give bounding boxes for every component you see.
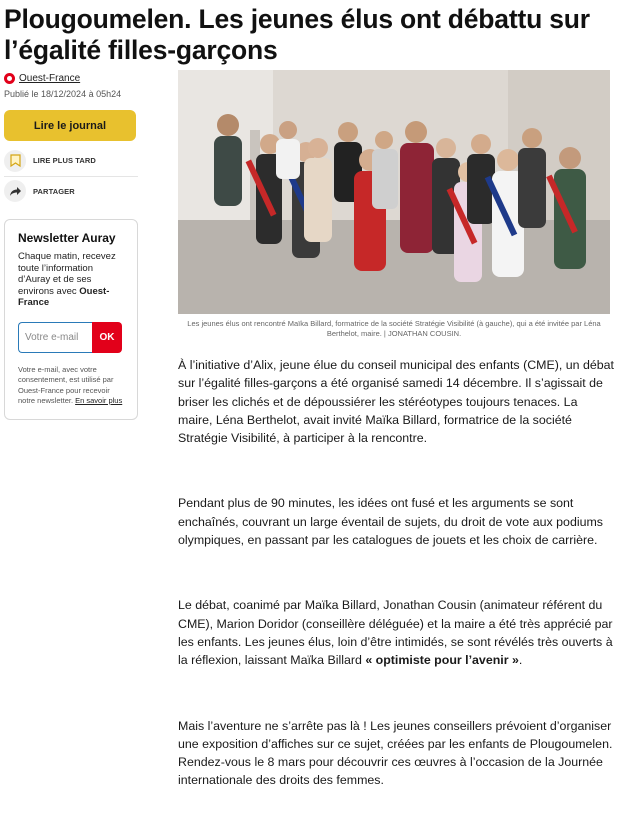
- learn-more-link[interactable]: En savoir plus: [75, 396, 123, 405]
- newsletter-brand: Ouest-France: [18, 285, 110, 308]
- newsletter-submit-button[interactable]: OK: [92, 322, 122, 353]
- read-later-label: LIRE PLUS TARD: [33, 156, 96, 165]
- newsletter-title: Newsletter Auray: [18, 231, 116, 245]
- ouest-france-logo-icon: [4, 73, 15, 84]
- source-link[interactable]: Ouest-France: [19, 72, 81, 84]
- publish-date: Publié le 18/12/2024 à 05h24: [4, 89, 122, 99]
- article-paragraph: [178, 596, 614, 669]
- share-arrow-icon: [4, 180, 26, 202]
- article-sidebar: [4, 70, 138, 420]
- newsletter-email-input[interactable]: [18, 322, 92, 353]
- newsletter-legal-text: Votre e-mail, avec votre consentement, est utilisé par Ouest-France pour recevoir notre newsletter.: [18, 364, 114, 405]
- group-photo-illustration: [178, 70, 610, 314]
- article-paragraph: À l’initiative d’Alix, jeune élue du conseil municipal des enfants (CME), un débat sur l’égalité filles-garçons a été organisé samedi 14 décembre. Il s’agissait de briser les clichés et de dépoussiérer les stéréotypes toujours tenaces. La maire, Léna Berthelot, avait invité Maïka Billard, formatrice de la société Stratégie Visibilité, à participer à la rencontre.: [178, 358, 614, 446]
- newsletter-form: [18, 322, 127, 353]
- read-journal-button[interactable]: Lire le journal: [4, 110, 136, 141]
- paragraph-text: Le débat, coanimé par Maïka Billard, Jonathan Cousin (animateur référent du CME), Marion Doridor (conseillère déléguée) et la maire a été très apprécié par les enfants. Les jeunes élus, loin d’être intimidés, se sont révélés très ouverts à la réflexion, laissant Maïka Billard: [178, 598, 613, 668]
- share-label: PARTAGER: [33, 186, 75, 196]
- newsletter-description-text: Chaque matin, recevez toute l’information d’Auray et de ses environs avec: [18, 251, 116, 297]
- newsletter-legal: [18, 365, 127, 407]
- article-paragraph: Pendant plus de 90 minutes, les idées ont fusé et les arguments se sont enchaînés, couvrant un large éventail de sujets, du droit de vote aux podiums olympiques, en passant par les catalogues de jouets et les choix de carrière.: [178, 496, 603, 548]
- source-row: [4, 70, 138, 86]
- quote: « optimiste pour l’avenir »: [365, 653, 519, 668]
- read-later-button[interactable]: [4, 147, 138, 174]
- article-photo: [178, 70, 610, 314]
- paragraph-end: .: [518, 653, 523, 668]
- newsletter-box: [4, 219, 138, 420]
- newsletter-description: [18, 251, 127, 309]
- article-paragraph: Mais l’aventure ne s’arrête pas là ! Les jeunes conseillers prévoient d’organiser une exposition d’affiches sur ce sujet, créées par les enfants de Plougoumelen. Rendez-vous le 8 mars pour découvrir ces œuvres à l’occasion de la Journée internationale des droits des femmes.: [178, 718, 613, 788]
- share-button[interactable]: [4, 176, 138, 203]
- article-body: [178, 356, 614, 837]
- bookmark-icon: [4, 150, 26, 172]
- photo-caption: Les jeunes élus ont rencontré Maïka Billard, formatrice de la société Stratégie Visibilité (à gauche), qui a été invitée par Léna Berthelot, maire. | JONATHAN COUSIN.: [187, 319, 601, 338]
- article-title: Plougoumelen. Les jeunes élus ont débattu sur l’égalité filles-garçons: [4, 4, 590, 65]
